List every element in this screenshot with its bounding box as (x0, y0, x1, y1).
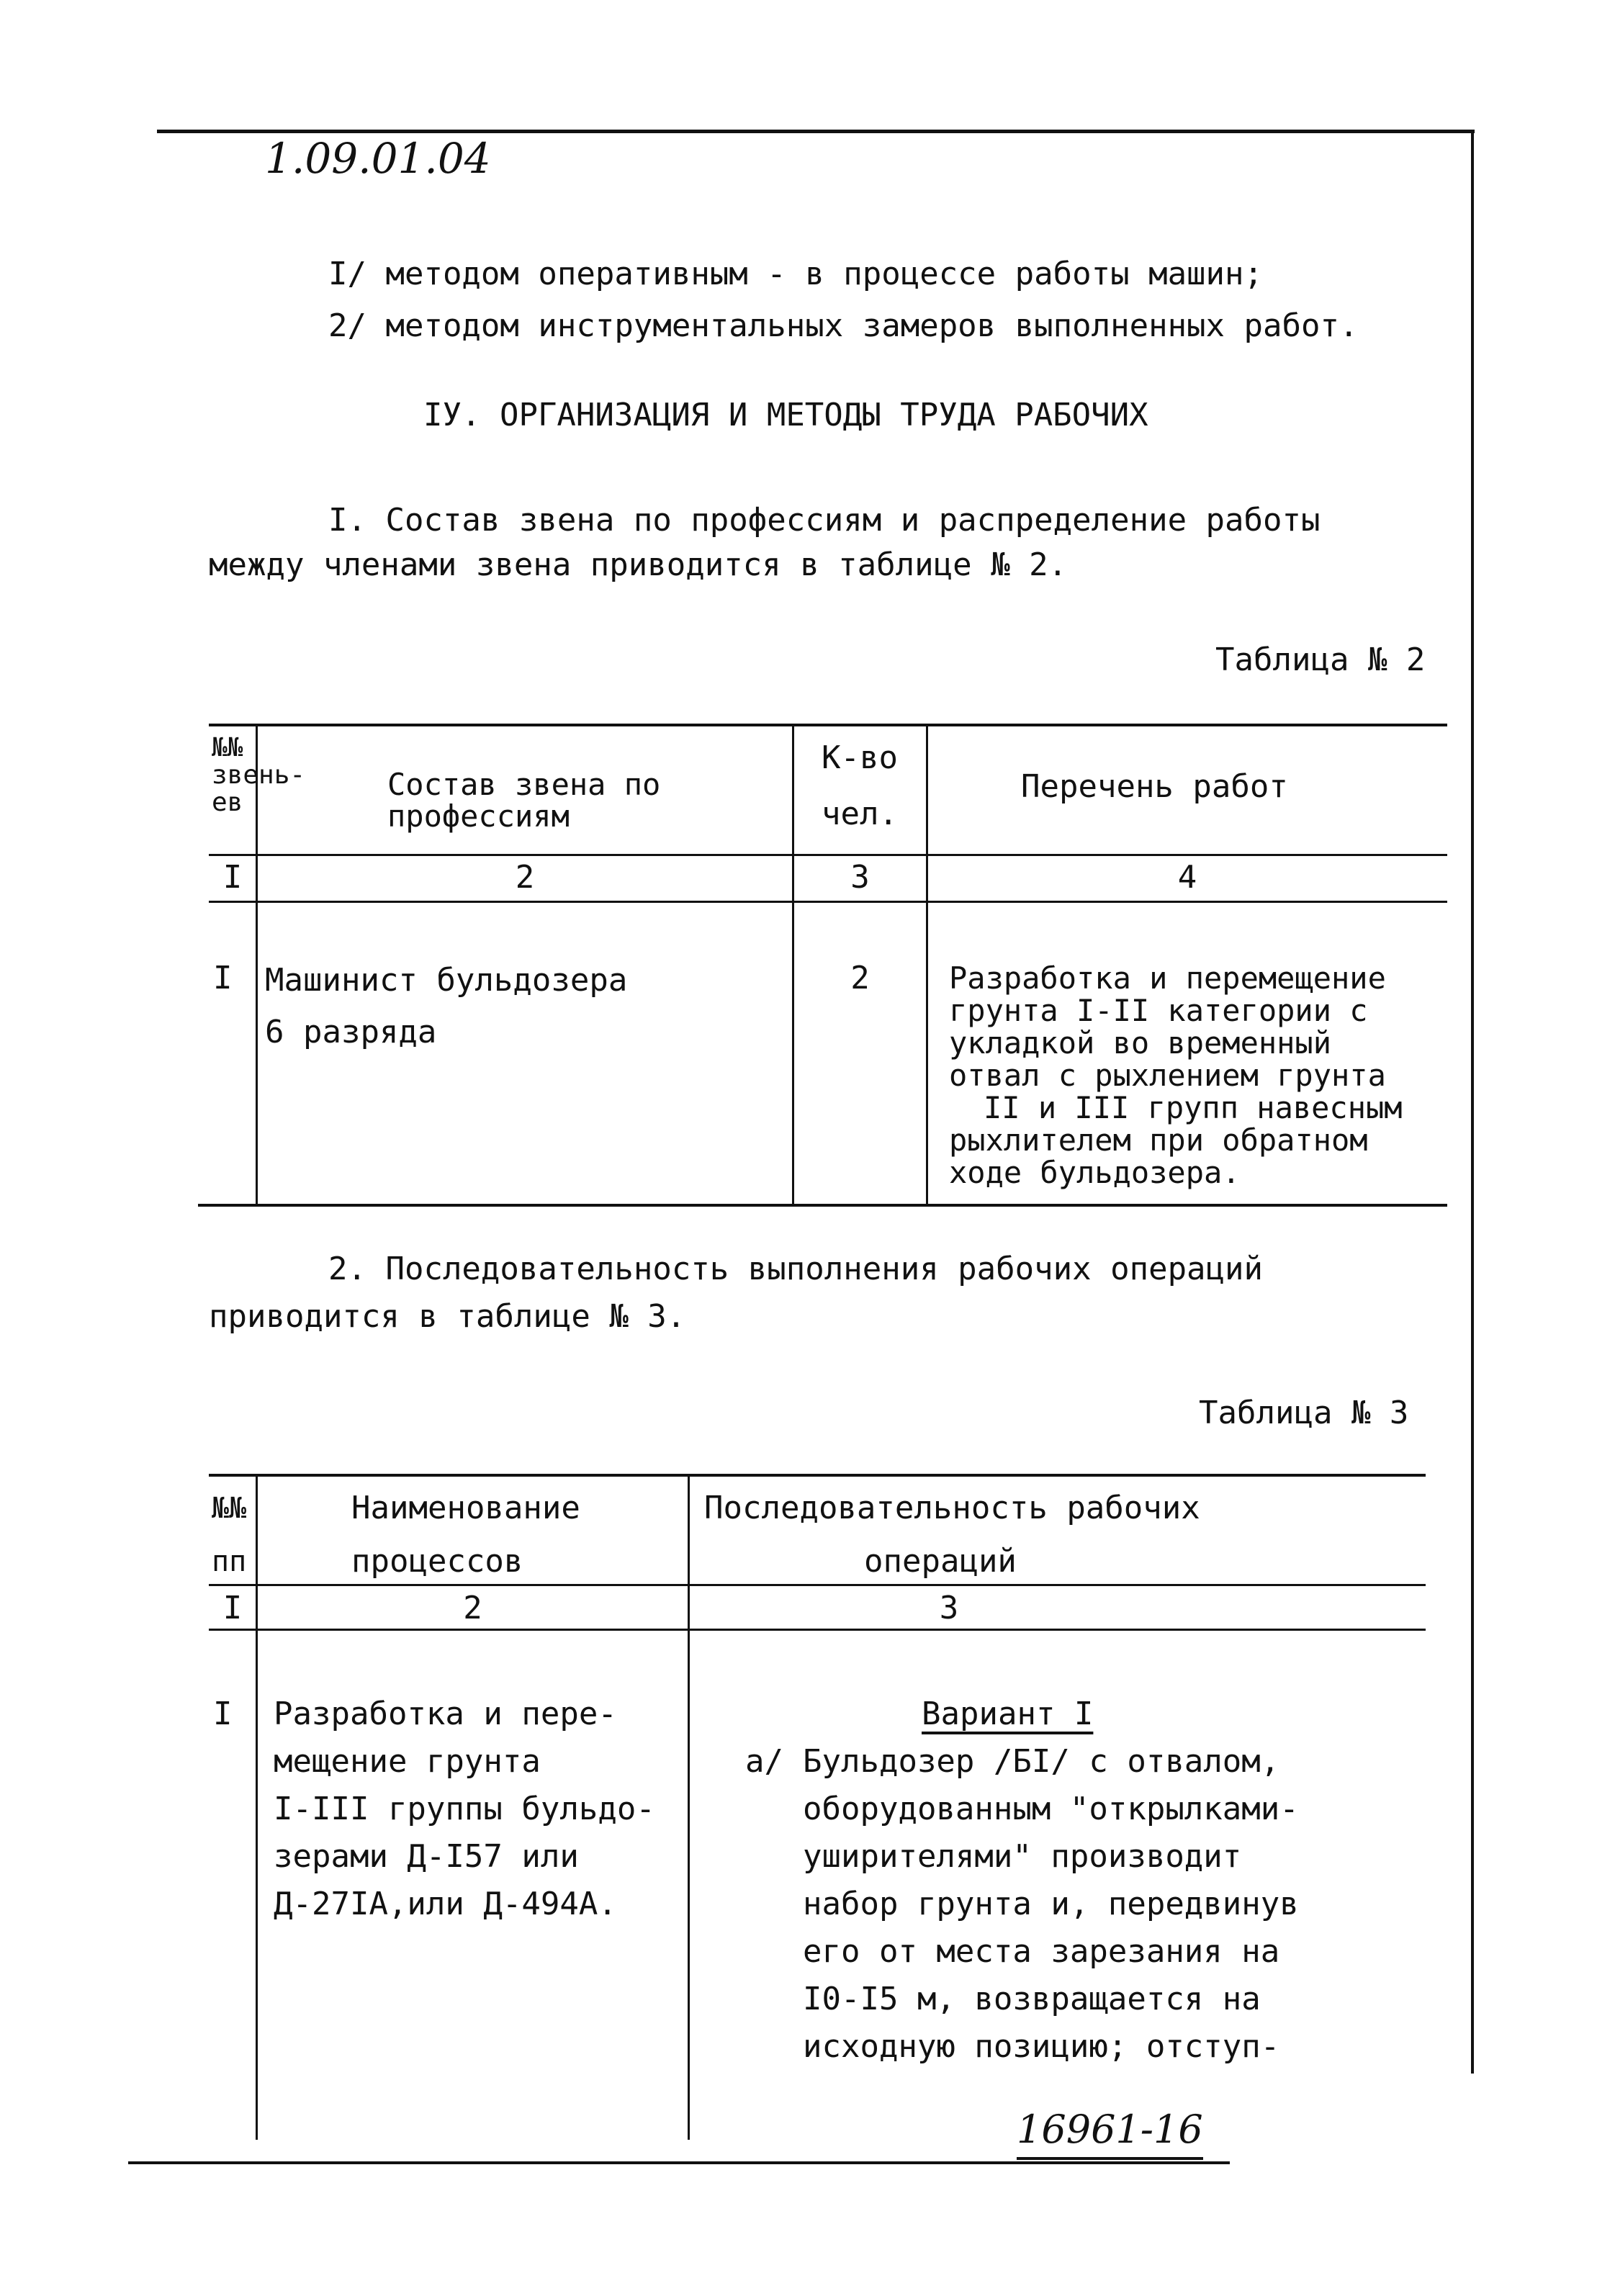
table2-works-line: Разработка и перемещение (949, 960, 1386, 996)
table3-process-line: Д-27IА,или Д-494А. (274, 1886, 617, 1922)
table3-operations-line: исходную позицию; отступ- (803, 2028, 1280, 2065)
table3-caption: Таблица № 3 (1199, 1395, 1409, 1431)
table2-colnum-1: I (222, 859, 243, 896)
table2-header-num-line: №№ (212, 733, 243, 762)
table3-operations-line: уширителями" производит (803, 1838, 1242, 1875)
table2-caption: Таблица № 2 (1215, 641, 1426, 678)
table2-row-count: 2 (850, 960, 870, 996)
frame-bottom-line (128, 2161, 1230, 2164)
frame-right-line (1471, 130, 1474, 2074)
table2-row-num: I (213, 960, 233, 996)
table3-header-operations-line: операций (864, 1543, 1017, 1580)
table3-header-num (212, 1482, 246, 1588)
table3-header-operations-line: Последовательность рабочих (704, 1490, 1200, 1526)
table3-row-operations (803, 1738, 1299, 2071)
table3-process-line: мещение грунта (274, 1743, 541, 1780)
table2-row-composition (265, 955, 627, 1058)
para2-line-2: приводится в таблице № 3. (209, 1298, 686, 1335)
table2-header-count-line: К-во (822, 739, 898, 776)
table2-header-composition (387, 769, 660, 832)
table2-col-divider-3 (926, 724, 928, 1205)
table2-header-composition-line: профессиям (387, 798, 570, 834)
intro-line-2: 2/ методом инструментальных замеров выполненных работ. (328, 307, 1359, 344)
table2-colnum-3: 3 (850, 859, 870, 896)
table3-operations-line: оборудованным "открылками- (803, 1791, 1299, 1827)
table3-operations-line: его от места зарезания на (803, 1933, 1280, 1970)
table3-process-line: зерами Д-I57 или (274, 1838, 579, 1875)
table2-header-count (795, 730, 925, 842)
table3-colnum-3: 3 (939, 1590, 959, 1626)
table3-header-process-line: Наименование (351, 1490, 580, 1526)
table3-colnum-2: 2 (463, 1590, 482, 1626)
table2-works-line: рыхлителем при обратном (949, 1122, 1368, 1158)
table3-col-divider-1 (256, 1474, 258, 2140)
table2-header-num-line: ев (212, 788, 243, 817)
table2-header-num (212, 734, 305, 816)
table3-operations-line: Бульдозер /БI/ с отвалом, (803, 1743, 1280, 1780)
table3-col-divider-2 (688, 1474, 690, 2140)
para2-line-1: 2. Последовательность выполнения рабочих операций (328, 1251, 1264, 1287)
table2-header-works: Перечень работ (1021, 768, 1288, 805)
table3-header-process (351, 1482, 580, 1588)
table2-colnum-2: 2 (515, 859, 535, 896)
table3-item-marker: а/ (745, 1743, 783, 1780)
table2-header-count-line: чел. (822, 796, 898, 832)
table3-row-process (274, 1691, 655, 1928)
table3-header-process-line: процессов (351, 1543, 523, 1580)
table2-works-line: II и III групп навесным (984, 1090, 1403, 1125)
footer-doc-number (1017, 2104, 1203, 2160)
table2-composition-line: Машинист бульдозера (265, 962, 628, 999)
table2-composition-line: 6 разряда (265, 1014, 437, 1050)
table2-works-line: ходе бульдозера. (949, 1155, 1241, 1190)
table3-operations-line: набор грунта и, передвинув (803, 1886, 1299, 1922)
table3-header-num-line: №№ (212, 1492, 247, 1525)
table3-variant-title: Вариант I (922, 1696, 1094, 1732)
table2-header-num-line: звень- (212, 760, 306, 790)
footer-doc-number-text: 16961-16 (1017, 2107, 1203, 2152)
table3-process-line: I-III группы бульдо- (274, 1791, 655, 1827)
section-heading (423, 392, 1148, 439)
table3-row-num: I (213, 1696, 233, 1732)
para1-line-2: между членами звена приводится в таблице № 2. (209, 546, 1068, 583)
table2-bottom-rule (198, 1204, 1447, 1207)
table2-header-composition-line: Состав звена по (387, 767, 661, 802)
table2-row-works (949, 962, 1403, 1189)
table3-top-rule (209, 1474, 1426, 1477)
intro-line-1: I/ методом оперативным - в процессе работы машин; (328, 256, 1264, 292)
table2-works-line: грунта I-II категории с (949, 993, 1368, 1028)
section-title: IУ. ОРГАНИЗАЦИЯ И МЕТОДЫ ТРУДА РАБОЧИХ (423, 397, 1148, 433)
table3-operations-line: I0-I5 м, возвращается на (803, 1981, 1261, 2017)
table2-top-rule (209, 724, 1447, 726)
table2-works-line: отвал с рыхлением грунта (949, 1058, 1386, 1093)
para1-line-1: I. Состав звена по профессиям и распределение работы (328, 502, 1321, 539)
table3-process-line: Разработка и пере- (274, 1696, 617, 1732)
table3-header-operations (704, 1482, 1200, 1588)
table3-header-num-line: пп (212, 1545, 247, 1578)
table3-colnum-1: I (222, 1590, 243, 1626)
table2-colnum-4: 4 (1177, 859, 1197, 896)
doc-code: 1.09.01.04 (265, 134, 491, 183)
table2-works-line: укладкой во временный (949, 1025, 1332, 1061)
